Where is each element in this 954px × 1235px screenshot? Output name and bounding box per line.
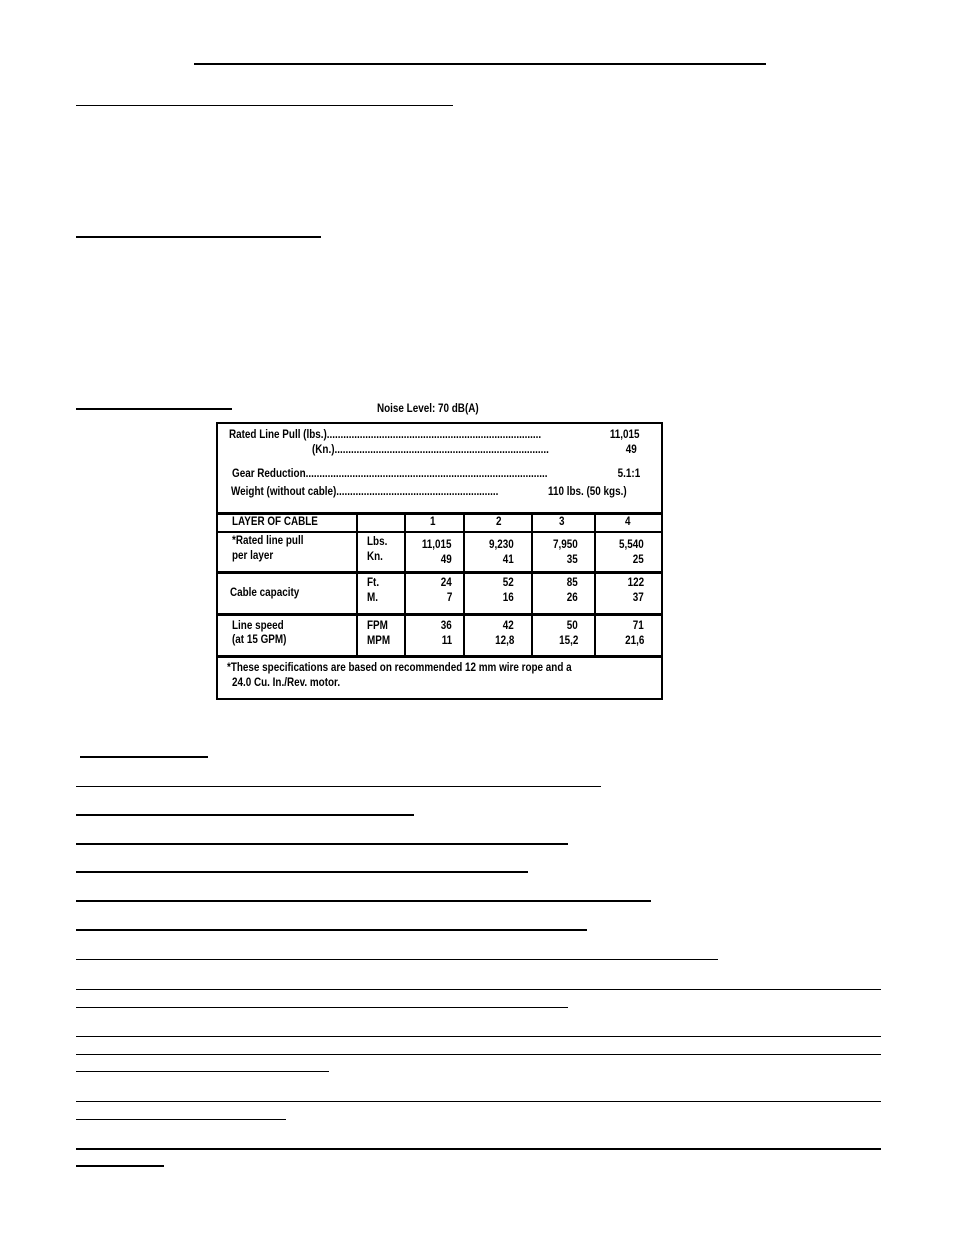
table-footnote: *These specifications are based on recommended 12 mm wire rope and a [227,662,572,674]
table-col-rule [594,513,596,657]
weight-value: 110 lbs. (50 kgs.) [548,486,627,498]
row-unit: M. [367,592,378,604]
layer-number: 4 [625,516,631,528]
text-line-rule [76,843,568,845]
row-unit: MPM [367,635,391,647]
row-label: per layer [232,550,274,562]
rated-line-pull-lbs: 11,015 [610,429,640,441]
text-line-rule [76,1165,164,1167]
layer-number: 2 [496,516,502,528]
cell-value: 24 [440,577,452,589]
cell-value: 122 [627,577,644,589]
cell-value: 52 [502,577,514,589]
row-label: *Rated line pull [232,535,304,547]
gear-reduction-value: 5.1:1 [617,468,640,480]
table-col-rule [463,513,465,657]
kn-label: (Kn.).............................................................................. [312,444,549,456]
cell-value: 11,015 [422,539,452,551]
cell-value: 49 [440,554,452,566]
text-line-rule [76,989,881,990]
table-col-rule [356,513,358,657]
text-line-rule [76,1054,881,1055]
cell-value: 25 [632,554,644,566]
rated-line-pull-label: Rated Line Pull (lbs.).............................................................................. [229,429,542,441]
gear-reduction-label: Gear Reduction........................................................................................ [232,468,548,480]
cell-value: 42 [502,620,514,632]
cell-value: 36 [440,620,452,632]
cell-value: 41 [502,554,514,566]
title-underline [194,63,766,65]
cell-value: 7 [446,592,452,604]
cell-value: 26 [566,592,578,604]
text-line-rule [76,1036,881,1037]
cell-value: 11 [441,635,452,647]
cell-value: 71 [632,620,644,632]
layer-number: 3 [559,516,565,528]
cell-value: 50 [566,620,578,632]
text-line-rule [76,929,587,931]
cell-value: 5,540 [619,539,644,551]
rated-line-pull-kn: 49 [625,444,637,456]
cell-value: 7,950 [553,539,578,551]
text-line-rule [76,871,528,873]
row-label: Line speed [232,620,284,632]
text-line-rule [76,900,651,902]
text-line-rule [76,814,414,816]
table-col-rule [404,513,406,657]
text-line-rule [76,786,601,787]
cell-value: 37 [632,592,644,604]
layer-number: 1 [430,516,436,528]
cell-value: 12,8 [494,635,514,647]
text-line-rule [76,959,718,960]
section-heading-underline [76,105,453,106]
row-label: (at 15 GPM) [232,634,287,646]
row-unit: Ft. [367,577,380,589]
cell-value: 21,6 [624,635,644,647]
row-unit: Lbs. [367,536,388,548]
cell-value: 35 [566,554,578,566]
text-line-rule [76,1148,881,1150]
cell-value: 9,230 [489,539,514,551]
row-label: Cable capacity [230,587,300,599]
section-heading-underline [76,408,232,410]
weight-label: Weight (without cable)........................................................... [231,486,499,498]
cell-value: 15,2 [558,635,578,647]
layer-of-cable-header: LAYER OF CABLE [232,516,318,528]
row-unit: Kn. [367,551,383,563]
text-line-rule [76,1101,881,1102]
text-line-rule [76,1007,568,1008]
text-line-rule [76,1071,329,1072]
noise-level-label: Noise Level: 70 dB(A) [377,403,479,415]
table-footnote: 24.0 Cu. In./Rev. motor. [232,677,341,689]
cell-value: 16 [502,592,514,604]
text-line-rule [76,1119,286,1120]
row-unit: FPM [367,620,388,632]
table-col-rule [531,513,533,657]
section-heading-underline [76,236,321,238]
section-heading-underline [80,756,208,758]
cell-value: 85 [566,577,578,589]
